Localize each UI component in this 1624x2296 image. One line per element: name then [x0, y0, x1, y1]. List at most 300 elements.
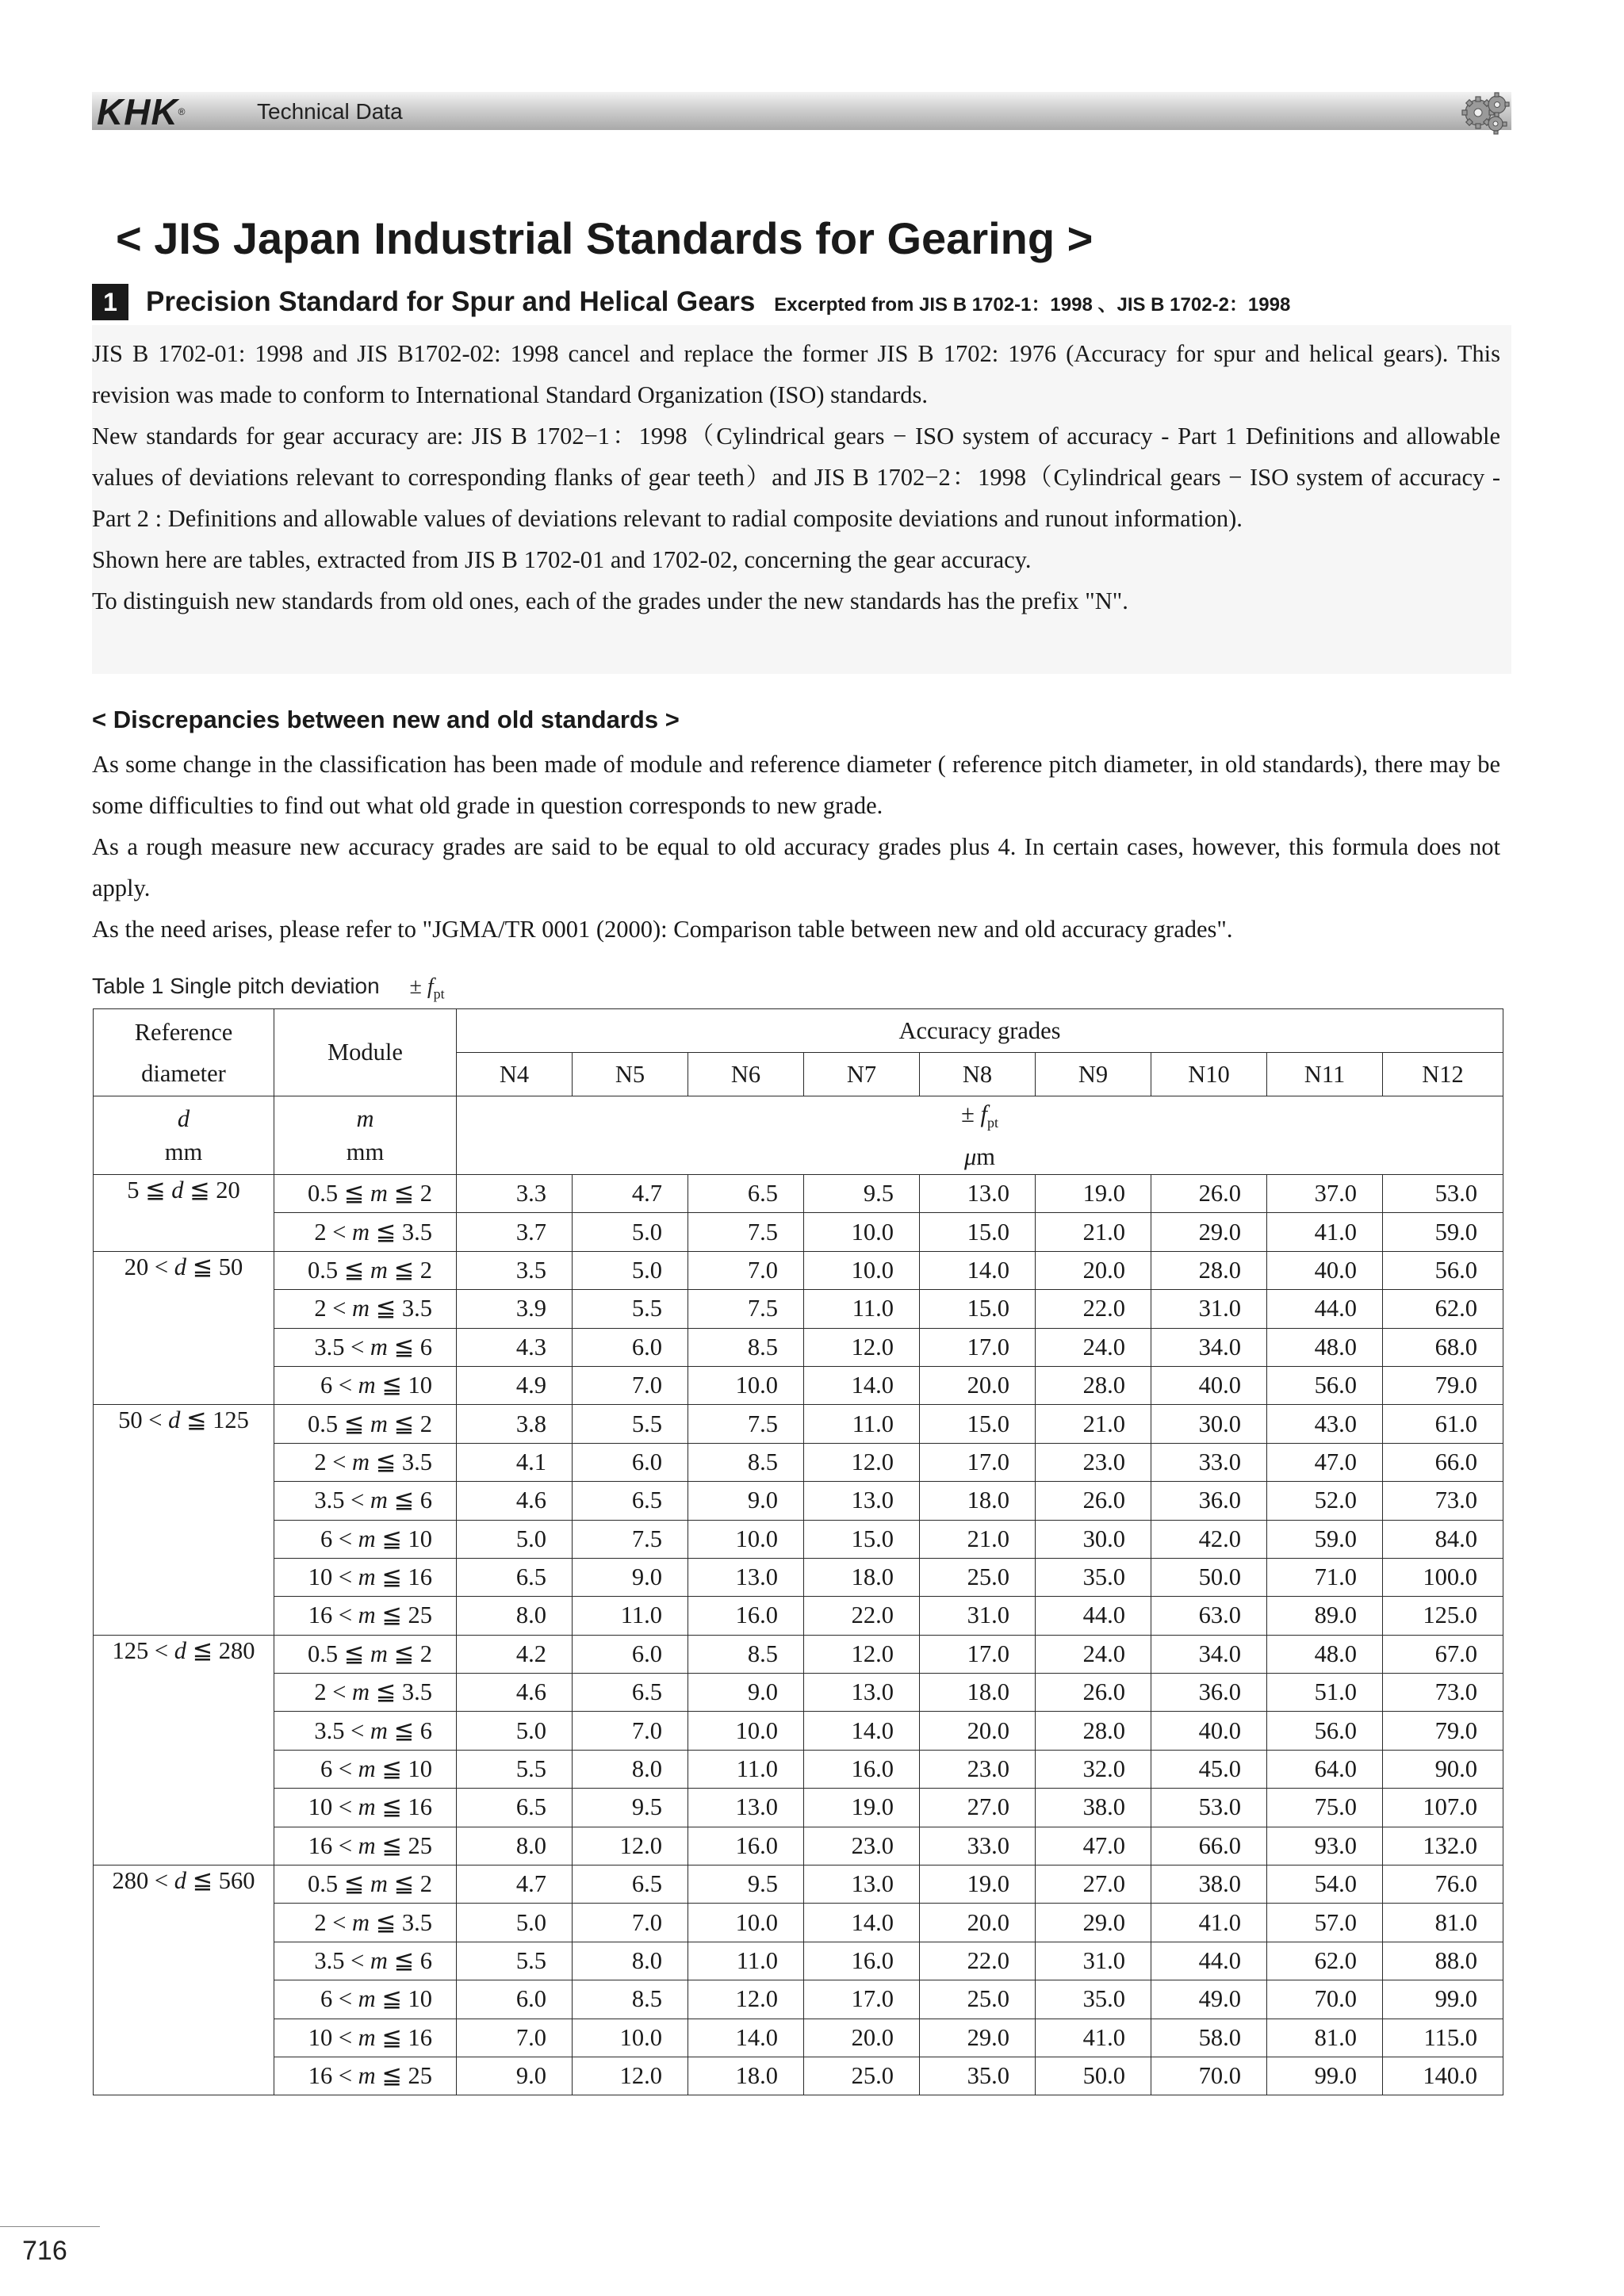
deviation-value: 22.0 [1036, 1290, 1151, 1328]
intro-paragraph: To distinguish new standards from old ones, each of the grades under the new standards has the prefix "N". [92, 587, 1128, 614]
deviation-value: 7.5 [573, 1520, 688, 1558]
deviation-value: 10.0 [573, 2019, 688, 2057]
deviation-value: 11.0 [688, 1750, 804, 1788]
deviation-value: 4.3 [457, 1328, 573, 1366]
symbol-sub: pt [433, 985, 445, 1002]
header-module: Module [274, 1009, 457, 1096]
deviation-value: 26.0 [1151, 1175, 1267, 1213]
deviation-value: 3.8 [457, 1405, 573, 1443]
ref-line2: diameter [141, 1059, 226, 1087]
deviation-value: 9.0 [688, 1482, 804, 1520]
header-accuracy-grades: Accuracy grades [457, 1009, 1503, 1053]
deviation-value: 6.5 [573, 1866, 688, 1904]
deviation-value: 20.0 [804, 2019, 920, 2057]
deviation-value: 10.0 [688, 1366, 804, 1404]
single-pitch-deviation-table [93, 1008, 1503, 2095]
deviation-value: 4.7 [573, 1175, 688, 1213]
deviation-value: 3.5 [457, 1251, 573, 1289]
deviation-value: 56.0 [1267, 1366, 1383, 1404]
grade-header-n9: N9 [1036, 1053, 1151, 1096]
table-row [94, 1443, 1503, 1481]
deviation-value: 84.0 [1383, 1520, 1503, 1558]
deviation-value: 76.0 [1383, 1866, 1503, 1904]
module-range: 6 < m ≦ 10 [274, 1520, 457, 1558]
deviation-value: 62.0 [1267, 1942, 1383, 1980]
deviation-value: 68.0 [1383, 1328, 1503, 1366]
deviation-value: 4.9 [457, 1366, 573, 1404]
deviation-value: 53.0 [1383, 1175, 1503, 1213]
grade-header-n5: N5 [573, 1053, 688, 1096]
deviation-value: 11.0 [804, 1290, 920, 1328]
registered-mark: ® [178, 106, 186, 117]
deviation-value: 5.0 [573, 1251, 688, 1289]
module-range: 3.5 < m ≦ 6 [274, 1712, 457, 1750]
deviation-value: 70.0 [1267, 1980, 1383, 2019]
module-range: 0.5 ≦ m ≦ 2 [274, 1635, 457, 1673]
deviation-value: 26.0 [1036, 1674, 1151, 1712]
deviation-value: 16.0 [804, 1942, 920, 1980]
deviation-value: 25.0 [920, 1980, 1036, 2019]
deviation-value: 12.0 [573, 2057, 688, 2095]
deviation-value: 107.0 [1383, 1789, 1503, 1827]
deviation-value: 7.0 [573, 1904, 688, 1942]
deviation-value: 5.5 [457, 1942, 573, 1980]
table-row [94, 1827, 1503, 1865]
deviation-value: 4.6 [457, 1482, 573, 1520]
deviation-value: 30.0 [1151, 1405, 1267, 1443]
deviation-value: 5.0 [457, 1712, 573, 1750]
deviation-value: 34.0 [1151, 1635, 1267, 1673]
deviation-value: 73.0 [1383, 1674, 1503, 1712]
unit-module-symbol: m [356, 1105, 374, 1132]
deviation-value: 44.0 [1151, 1942, 1267, 1980]
deviation-value: 8.0 [573, 1942, 688, 1980]
module-range: 0.5 ≦ m ≦ 2 [274, 1175, 457, 1213]
deviation-value: 31.0 [920, 1597, 1036, 1635]
deviation-value: 45.0 [1151, 1750, 1267, 1788]
deviation-value: 5.5 [573, 1290, 688, 1328]
deviation-value: 21.0 [1036, 1213, 1151, 1251]
module-range: 6 < m ≦ 10 [274, 1980, 457, 2019]
deviation-value: 43.0 [1267, 1405, 1383, 1443]
table-row [94, 1980, 1503, 2019]
deviation-value: 56.0 [1267, 1712, 1383, 1750]
deviation-value: 58.0 [1151, 2019, 1267, 2057]
intro-paragraph: New standards for gear accuracy are: JIS B 1702−1：1998（Cylindrical gears − ISO system of accuracy - Part 1 Definitions and allowable values of deviations relevant to corresponding flanks of gear teeth）and JIS B 1702−2：1998（Cylindrical gears − ISO system of accuracy - Part 2 : Definitions and allowable values of deviations relevant to radial composite deviations and runout information). [92, 423, 1500, 532]
deviation-value: 27.0 [920, 1789, 1036, 1827]
deviation-value: 79.0 [1383, 1712, 1503, 1750]
deviation-value: 11.0 [804, 1405, 920, 1443]
deviation-value: 6.0 [573, 1635, 688, 1673]
deviation-value: 5.0 [457, 1520, 573, 1558]
deviation-value: 4.1 [457, 1443, 573, 1481]
mu-symbol: μ [963, 1142, 977, 1170]
page-number: 716 [22, 2236, 67, 2266]
deviation-value: 4.2 [457, 1635, 573, 1673]
reference-diameter-range: 20 < d ≦ 50 [94, 1251, 274, 1405]
table-row [94, 1482, 1503, 1520]
deviation-value: 11.0 [688, 1942, 804, 1980]
deviation-value: 35.0 [920, 2057, 1036, 2095]
table-row [94, 1750, 1503, 1788]
deviation-value: 6.0 [573, 1443, 688, 1481]
deviation-value: 47.0 [1036, 1827, 1151, 1865]
deviation-value: 24.0 [1036, 1635, 1151, 1673]
module-range: 16 < m ≦ 25 [274, 1597, 457, 1635]
deviation-value: 5.0 [573, 1213, 688, 1251]
deviation-value: 5.0 [457, 1904, 573, 1942]
discrepancies-paragraph: As the need arises, please refer to "JGMA/TR 0001 (2000): Comparison table between new and old accuracy grades". [92, 916, 1233, 943]
symbol-var: f [427, 974, 434, 999]
deviation-value: 125.0 [1383, 1597, 1503, 1635]
deviation-value: 10.0 [688, 1712, 804, 1750]
ref-line1: Reference [134, 1018, 233, 1046]
deviation-value: 7.0 [573, 1712, 688, 1750]
deviation-value: 75.0 [1267, 1789, 1383, 1827]
reference-diameter-range: 280 < d ≦ 560 [94, 1866, 274, 2095]
deviation-value: 10.0 [804, 1213, 920, 1251]
deviation-value: 42.0 [1151, 1520, 1267, 1558]
deviation-value: 7.5 [688, 1290, 804, 1328]
deviation-value: 7.0 [457, 2019, 573, 2057]
discrepancies-heading: < Discrepancies between new and old standards > [92, 706, 680, 733]
table-row [94, 1213, 1503, 1251]
deviation-value: 90.0 [1383, 1750, 1503, 1788]
deviation-value: 5.5 [457, 1750, 573, 1788]
deviation-value: 33.0 [1151, 1443, 1267, 1481]
deviation-value: 19.0 [920, 1866, 1036, 1904]
deviation-value: 6.5 [457, 1558, 573, 1596]
deviation-value: 40.0 [1151, 1712, 1267, 1750]
deviation-value: 57.0 [1267, 1904, 1383, 1942]
deviation-value: 48.0 [1267, 1635, 1383, 1673]
discrepancies-paragraph: As some change in the classification has been made of module and reference diameter ( reference pitch diameter, in old standards), there may be some difficulties to find out what old grade in question corresponds to new grade. [92, 751, 1500, 819]
deviation-value: 4.6 [457, 1674, 573, 1712]
deviation-value: 38.0 [1151, 1866, 1267, 1904]
symbol-var: f [980, 1100, 987, 1128]
module-range: 2 < m ≦ 3.5 [274, 1213, 457, 1251]
deviation-value: 7.0 [573, 1366, 688, 1404]
deviation-value: 6.0 [457, 1980, 573, 2019]
grade-header-n8: N8 [920, 1053, 1036, 1096]
deviation-value: 52.0 [1267, 1482, 1383, 1520]
deviation-value: 64.0 [1267, 1750, 1383, 1788]
deviation-value: 8.5 [688, 1443, 804, 1481]
deviation-value: 89.0 [1267, 1597, 1383, 1635]
module-range: 10 < m ≦ 16 [274, 1789, 457, 1827]
gear-icon [1461, 89, 1510, 135]
deviation-value: 48.0 [1267, 1328, 1383, 1366]
module-range: 16 < m ≦ 25 [274, 1827, 457, 1865]
deviation-value: 41.0 [1036, 2019, 1151, 2057]
page-title: < JIS Japan Industrial Standards for Gearing > [116, 213, 1094, 263]
module-range: 6 < m ≦ 10 [274, 1366, 457, 1404]
table-row [94, 1942, 1503, 1980]
table-caption-text: Table 1 Single pitch deviation [92, 974, 380, 998]
deviation-value: 24.0 [1036, 1328, 1151, 1366]
deviation-value: 3.9 [457, 1290, 573, 1328]
deviation-value: 12.0 [804, 1328, 920, 1366]
deviation-value: 67.0 [1383, 1635, 1503, 1673]
pm-sign: ± [409, 974, 422, 999]
grade-header-n11: N11 [1267, 1053, 1383, 1096]
deviation-value: 8.5 [573, 1980, 688, 2019]
deviation-value: 3.7 [457, 1213, 573, 1251]
deviation-value: 41.0 [1267, 1213, 1383, 1251]
table-row [94, 1712, 1503, 1750]
table-row [94, 1520, 1503, 1558]
table-row [94, 1251, 1503, 1289]
table-row [94, 1175, 1503, 1213]
deviation-value: 35.0 [1036, 1558, 1151, 1596]
deviation-value: 13.0 [804, 1482, 920, 1520]
table-caption [92, 974, 445, 1003]
deviation-value: 15.0 [920, 1290, 1036, 1328]
deviation-value: 9.0 [688, 1674, 804, 1712]
module-range: 0.5 ≦ m ≦ 2 [274, 1251, 457, 1289]
deviation-value: 32.0 [1036, 1750, 1151, 1788]
deviation-value: 27.0 [1036, 1866, 1151, 1904]
symbol-sub: pt [986, 1115, 998, 1131]
deviation-value: 11.0 [573, 1597, 688, 1635]
deviation-value: 40.0 [1267, 1251, 1383, 1289]
grade-header-n4: N4 [457, 1053, 573, 1096]
deviation-value: 8.0 [457, 1597, 573, 1635]
deviation-value: 23.0 [804, 1827, 920, 1865]
grade-header-n6: N6 [688, 1053, 804, 1096]
deviation-value: 8.5 [688, 1635, 804, 1673]
deviation-value: 50.0 [1151, 1558, 1267, 1596]
module-range: 16 < m ≦ 25 [274, 2057, 457, 2095]
deviation-value: 9.0 [573, 1558, 688, 1596]
deviation-value: 6.5 [688, 1175, 804, 1213]
module-range: 10 < m ≦ 16 [274, 1558, 457, 1596]
intro-paragraph: Shown here are tables, extracted from JIS B 1702-01 and 1702-02, concerning the gear accuracy. [92, 546, 1032, 573]
deviation-value: 12.0 [804, 1635, 920, 1673]
table-row [94, 2019, 1503, 2057]
deviation-value: 31.0 [1151, 1290, 1267, 1328]
grade-header-n10: N10 [1151, 1053, 1267, 1096]
deviation-value: 66.0 [1383, 1443, 1503, 1481]
deviation-value: 28.0 [1036, 1712, 1151, 1750]
table-row [94, 1328, 1503, 1366]
deviation-value: 88.0 [1383, 1942, 1503, 1980]
deviation-value: 14.0 [804, 1366, 920, 1404]
deviation-value: 21.0 [1036, 1405, 1151, 1443]
deviation-value: 31.0 [1036, 1942, 1151, 1980]
logo-text: KHK [97, 91, 178, 132]
module-range: 3.5 < m ≦ 6 [274, 1942, 457, 1980]
module-range: 3.5 < m ≦ 6 [274, 1482, 457, 1520]
deviation-value: 37.0 [1267, 1175, 1383, 1213]
deviation-value: 35.0 [1036, 1980, 1151, 2019]
deviation-value: 81.0 [1383, 1904, 1503, 1942]
intro-paragraph: JIS B 1702-01: 1998 and JIS B1702-02: 1998 cancel and replace the former JIS B 1702: 1976 (Accuracy for spur and helical gears). This revision was made to conform to International Standard Organization (ISO) standards. [92, 340, 1500, 408]
deviation-value: 8.0 [457, 1827, 573, 1865]
deviation-value: 10.0 [804, 1251, 920, 1289]
deviation-value: 20.0 [920, 1712, 1036, 1750]
section-title: Precision Standard for Spur and Helical Gears [146, 286, 756, 317]
deviation-value: 132.0 [1383, 1827, 1503, 1865]
header-label: Technical Data [257, 99, 403, 124]
deviation-value: 20.0 [920, 1904, 1036, 1942]
deviation-value: 12.0 [804, 1443, 920, 1481]
deviation-value: 33.0 [920, 1827, 1036, 1865]
deviation-value: 15.0 [920, 1213, 1036, 1251]
deviation-value: 29.0 [1151, 1213, 1267, 1251]
unit-value-symbol [961, 1100, 998, 1131]
unit-reference [94, 1096, 274, 1175]
module-range: 0.5 ≦ m ≦ 2 [274, 1405, 457, 1443]
deviation-value: 7.5 [688, 1213, 804, 1251]
deviation-value: 3.3 [457, 1175, 573, 1213]
module-range: 2 < m ≦ 3.5 [274, 1904, 457, 1942]
deviation-value: 23.0 [1036, 1443, 1151, 1481]
header-band [92, 92, 1511, 130]
deviation-value: 19.0 [1036, 1175, 1151, 1213]
module-range: 6 < m ≦ 10 [274, 1750, 457, 1788]
deviation-value: 41.0 [1151, 1904, 1267, 1942]
deviation-value: 19.0 [804, 1789, 920, 1827]
deviation-value: 17.0 [804, 1980, 920, 2019]
grade-header-n7: N7 [804, 1053, 920, 1096]
deviation-value: 25.0 [804, 2057, 920, 2095]
unit-ref: mm [164, 1138, 203, 1165]
deviation-value: 38.0 [1036, 1789, 1151, 1827]
deviation-value: 36.0 [1151, 1674, 1267, 1712]
deviation-value: 7.0 [688, 1251, 804, 1289]
table-row [94, 1674, 1503, 1712]
deviation-value: 140.0 [1383, 2057, 1503, 2095]
deviation-value: 16.0 [688, 1597, 804, 1635]
table-row [94, 1866, 1503, 1904]
deviation-value: 16.0 [804, 1750, 920, 1788]
deviation-value: 20.0 [920, 1366, 1036, 1404]
deviation-value: 30.0 [1036, 1520, 1151, 1558]
deviation-value: 36.0 [1151, 1482, 1267, 1520]
deviation-value: 21.0 [920, 1520, 1036, 1558]
unit-ref-symbol: d [177, 1105, 190, 1132]
deviation-value: 26.0 [1036, 1482, 1151, 1520]
deviation-value: 50.0 [1036, 2057, 1151, 2095]
deviation-value: 62.0 [1383, 1290, 1503, 1328]
table-row [94, 1635, 1503, 1673]
deviation-value: 29.0 [920, 2019, 1036, 2057]
deviation-value: 115.0 [1383, 2019, 1503, 2057]
grade-header-n12: N12 [1383, 1053, 1503, 1096]
deviation-value: 44.0 [1036, 1597, 1151, 1635]
unit-value [457, 1096, 1503, 1175]
table-row [94, 1904, 1503, 1942]
deviation-value: 13.0 [920, 1175, 1036, 1213]
table-row [94, 1366, 1503, 1404]
deviation-value: 59.0 [1383, 1213, 1503, 1251]
deviation-value: 10.0 [688, 1520, 804, 1558]
deviation-value: 54.0 [1267, 1866, 1383, 1904]
deviation-value: 28.0 [1151, 1251, 1267, 1289]
header-reference-diameter [94, 1009, 274, 1096]
deviation-value: 13.0 [804, 1866, 920, 1904]
deviation-value: 53.0 [1151, 1789, 1267, 1827]
unit-value-micrometer [964, 1143, 995, 1170]
deviation-value: 6.5 [573, 1482, 688, 1520]
deviation-value: 81.0 [1267, 2019, 1383, 2057]
deviation-value: 17.0 [920, 1635, 1036, 1673]
section-heading [92, 284, 1290, 320]
deviation-value: 14.0 [804, 1904, 920, 1942]
deviation-value: 13.0 [688, 1789, 804, 1827]
deviation-value: 49.0 [1151, 1980, 1267, 2019]
unit-m: m [976, 1142, 996, 1170]
deviation-value: 22.0 [804, 1597, 920, 1635]
deviation-value: 4.7 [457, 1866, 573, 1904]
deviation-value: 20.0 [1036, 1251, 1151, 1289]
reference-diameter-range: 125 < d ≦ 280 [94, 1635, 274, 1865]
deviation-value: 15.0 [920, 1405, 1036, 1443]
module-range: 0.5 ≦ m ≦ 2 [274, 1866, 457, 1904]
deviation-value: 5.5 [573, 1405, 688, 1443]
deviation-value: 63.0 [1151, 1597, 1267, 1635]
module-range: 2 < m ≦ 3.5 [274, 1290, 457, 1328]
deviation-value: 18.0 [688, 2057, 804, 2095]
deviation-value: 73.0 [1383, 1482, 1503, 1520]
deviation-value: 59.0 [1267, 1520, 1383, 1558]
deviation-value: 99.0 [1383, 1980, 1503, 2019]
deviation-value: 56.0 [1383, 1251, 1503, 1289]
intro-text [92, 333, 1500, 622]
table-caption-symbol [409, 974, 445, 1002]
deviation-value: 14.0 [688, 2019, 804, 2057]
module-range: 2 < m ≦ 3.5 [274, 1443, 457, 1481]
deviation-value: 18.0 [804, 1558, 920, 1596]
deviation-value: 7.5 [688, 1405, 804, 1443]
module-range: 2 < m ≦ 3.5 [274, 1674, 457, 1712]
deviation-value: 47.0 [1267, 1443, 1383, 1481]
discrepancies-paragraph: As a rough measure new accuracy grades are said to be equal to old accuracy grades plus 4. In certain cases, however, this formula does not apply. [92, 833, 1500, 901]
discrepancies-text [92, 744, 1500, 950]
deviation-value: 17.0 [920, 1443, 1036, 1481]
section-number: 1 [92, 284, 128, 320]
deviation-value: 14.0 [920, 1251, 1036, 1289]
khk-logo [97, 91, 186, 132]
unit-module: mm [346, 1138, 385, 1165]
page-number-rule [0, 2226, 100, 2227]
table-row [94, 1597, 1503, 1635]
table-row [94, 1558, 1503, 1596]
deviation-value: 66.0 [1151, 1827, 1267, 1865]
deviation-value: 9.5 [804, 1175, 920, 1213]
deviation-value: 34.0 [1151, 1328, 1267, 1366]
deviation-value: 13.0 [804, 1674, 920, 1712]
deviation-value: 29.0 [1036, 1904, 1151, 1942]
deviation-value: 8.5 [688, 1328, 804, 1366]
deviation-value: 17.0 [920, 1328, 1036, 1366]
table-row [94, 1290, 1503, 1328]
deviation-value: 23.0 [920, 1750, 1036, 1788]
pm-sign: ± [961, 1100, 975, 1128]
unit-module [274, 1096, 457, 1175]
section-subtitle: Excerpted from JIS B 1702-1：1998 、JIS B 1702-2：1998 [774, 293, 1291, 316]
deviation-value: 15.0 [804, 1520, 920, 1558]
deviation-value: 9.5 [688, 1866, 804, 1904]
deviation-value: 14.0 [804, 1712, 920, 1750]
deviation-value: 6.0 [573, 1328, 688, 1366]
table-row [94, 1789, 1503, 1827]
deviation-value: 6.5 [457, 1789, 573, 1827]
deviation-value: 10.0 [688, 1904, 804, 1942]
table-row [94, 1405, 1503, 1443]
reference-diameter-range: 50 < d ≦ 125 [94, 1405, 274, 1635]
